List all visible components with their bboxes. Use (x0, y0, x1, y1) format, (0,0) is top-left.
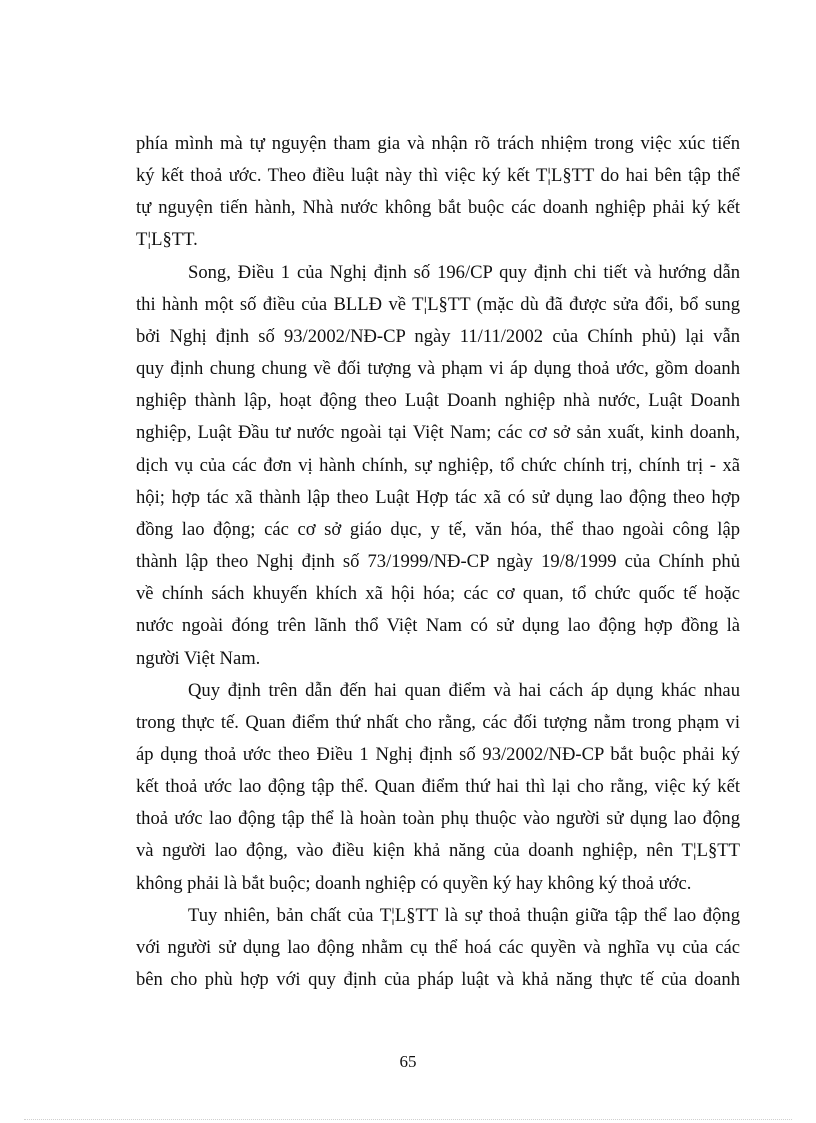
paragraph-line: người Việt Nam. (136, 647, 261, 669)
paragraph-line: thành lập theo Nghị định số 73/1999/NĐ-CP ngày 19/8/1999 của Chính phủ (136, 551, 740, 573)
paragraph-line: T¦L§TT. (136, 229, 198, 251)
paragraph-line: bên cho phù hợp với quy định của pháp luật và khả năng thực tế của doanh (136, 969, 740, 991)
paragraph-4 (136, 900, 740, 996)
paragraph-line: tự nguyện tiến hành, Nhà nước không bắt buộc các doanh nghiệp phải ký kết (136, 197, 740, 219)
paragraph-line: không phải là bắt buộc; doanh nghiệp có quyền ký hay không ký thoả ước. (136, 872, 692, 894)
paragraph-line: bởi Nghị định số 93/2002/NĐ-CP ngày 11/11/2002 của Chính phủ) lại vẫn (136, 325, 740, 347)
paragraph-line: với người sử dụng lao động nhằm cụ thể hoá các quyền và nghĩa vụ của các (136, 936, 740, 958)
page-bottom-divider (24, 1119, 792, 1120)
paragraph-line: nghiệp thành lập, hoạt động theo Luật Doanh nghiệp nhà nước, Luật Doanh (136, 390, 740, 412)
paragraph-line: đồng lao động; các cơ sở giáo dục, y tế, văn hóa, thể thao ngoài công lập (136, 518, 740, 540)
paragraph-line: kết thoả ước lao động tập thể. Quan điểm thứ hai thì lại cho rằng, việc ký kết (136, 776, 740, 798)
paragraph-line: thoả ước lao động tập thể là hoàn toàn phụ thuộc vào người sử dụng lao động (136, 808, 740, 830)
paragraph-line: Song, Điều 1 của Nghị định số 196/CP quy định chi tiết và hướng dẫn (188, 261, 740, 283)
paragraph-line: phía mình mà tự nguyện tham gia và nhận rõ trách nhiệm trong việc xúc tiến (136, 133, 740, 154)
paragraph-line: hội; hợp tác xã thành lập theo Luật Hợp tác xã có sử dụng lao động theo hợp (136, 486, 740, 508)
paragraph-2 (136, 257, 740, 675)
paragraph-1 (136, 128, 740, 257)
paragraph-line: và người lao động, vào điều kiện khả năng của doanh nghiệp, nên T¦L§TT (136, 840, 740, 862)
paragraph-line: dịch vụ của các đơn vị hành chính, sự nghiệp, tổ chức chính trị, chính trị - xã (136, 454, 740, 476)
paragraph-line: Tuy nhiên, bản chất của T¦L§TT là sự thoả thuận giữa tập thể lao động (188, 904, 740, 926)
paragraph-line: thi hành một số điều của BLLĐ về T¦L§TT (mặc dù đã được sửa đổi, bổ sung (136, 293, 740, 315)
paragraph-3 (136, 675, 740, 900)
paragraph-line: nước ngoài đóng trên lãnh thổ Việt Nam có sử dụng lao động hợp đồng là (136, 615, 740, 637)
document-body (136, 128, 740, 996)
paragraph-line: trong thực tế. Quan điểm thứ nhất cho rằng, các đối tượng nằm trong phạm vi (136, 711, 740, 733)
paragraph-line: ký kết thoả ước. Theo điều luật này thì việc ký kết T¦L§TT do hai bên tập thể (136, 165, 740, 187)
paragraph-line: Quy định trên dẫn đến hai quan điểm và hai cách áp dụng khác nhau (188, 679, 740, 701)
paragraph-line: quy định chung chung về đối tượng và phạm vi áp dụng thoả ước, gồm doanh (136, 358, 740, 380)
paragraph-line: áp dụng thoả ước theo Điều 1 Nghị định số 93/2002/NĐ-CP bắt buộc phải ký (136, 743, 740, 765)
page-number: 65 (399, 1052, 417, 1071)
paragraph-line: nghiệp, Luật Đầu tư nước ngoài tại Việt Nam; các cơ sở sản xuất, kinh doanh, (136, 422, 740, 444)
paragraph-line: về chính sách khuyến khích xã hội hóa; các cơ quan, tổ chức quốc tế hoặc (136, 583, 740, 605)
